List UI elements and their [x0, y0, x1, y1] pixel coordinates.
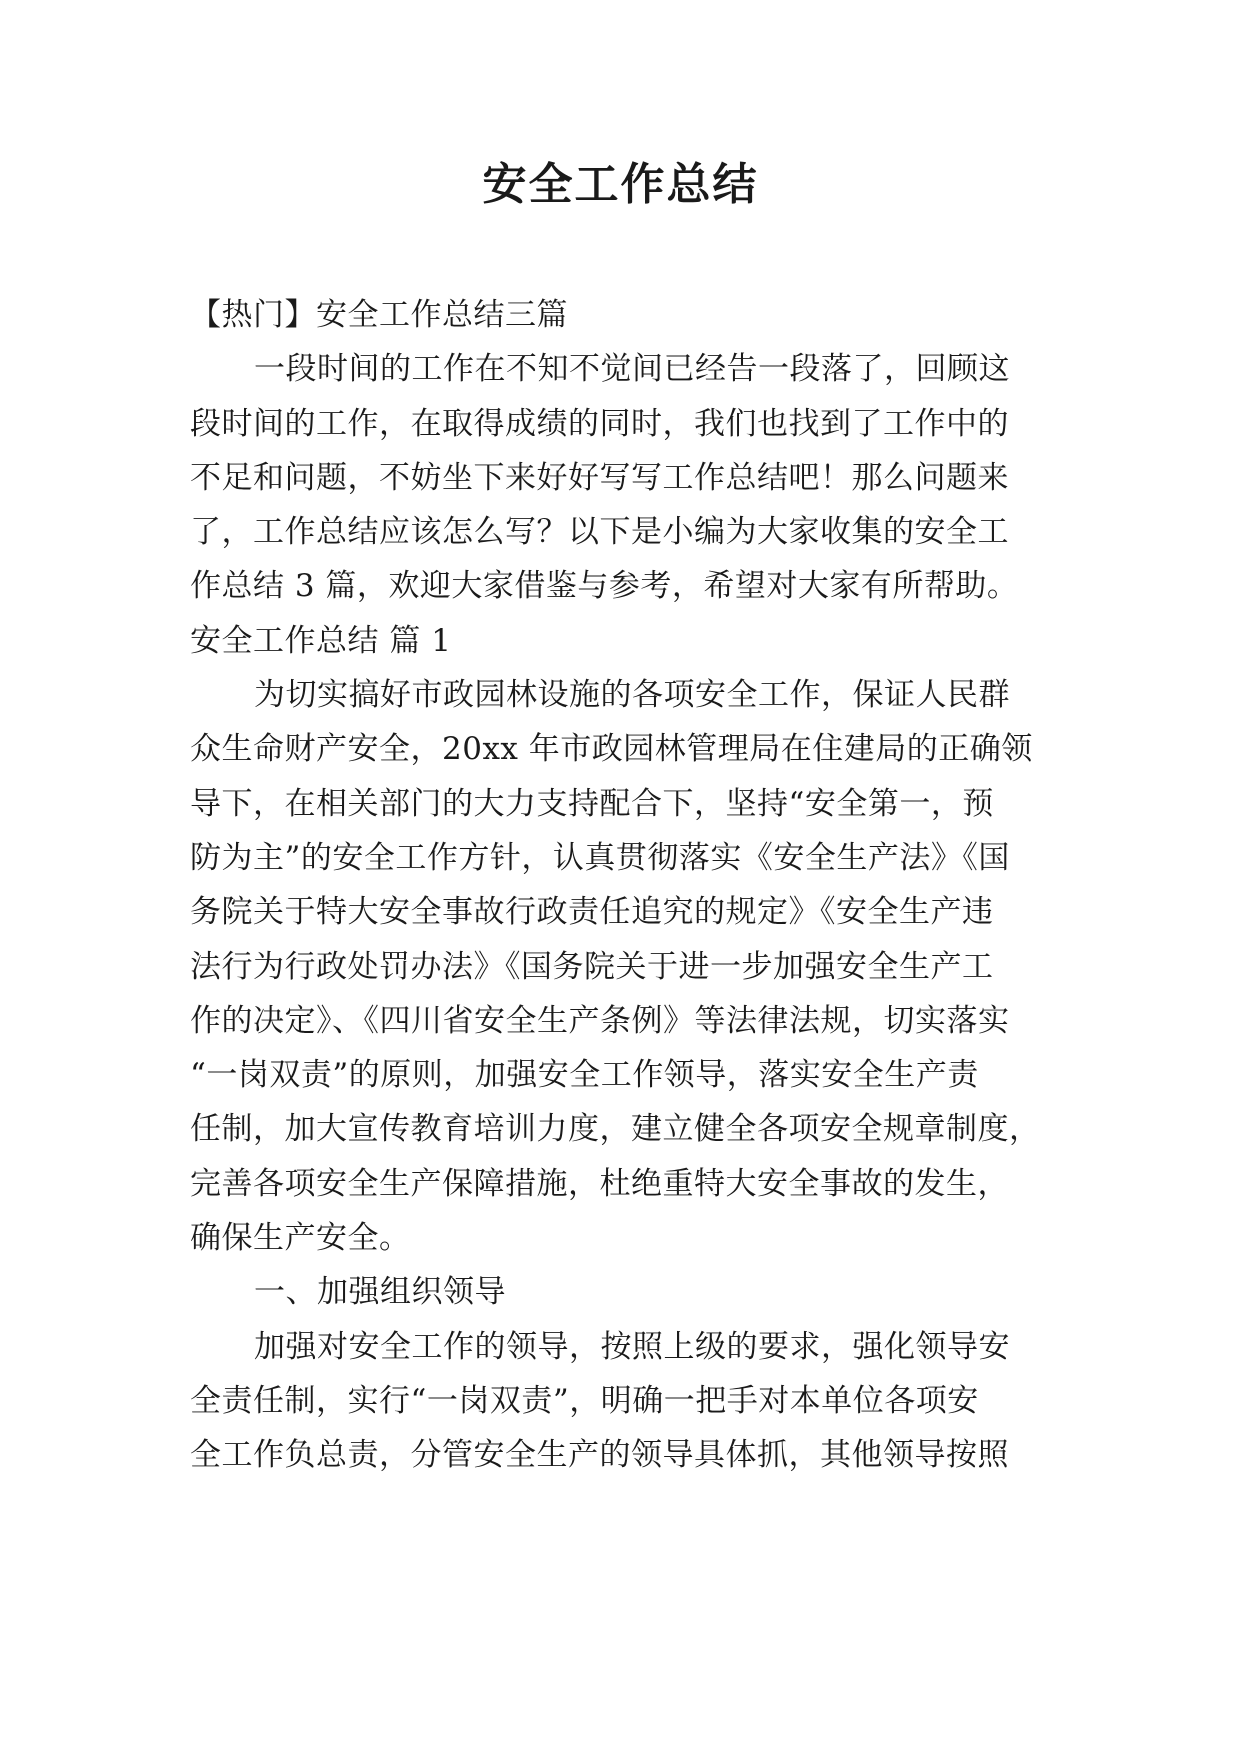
paragraph-line: 不足和问题，不妨坐下来好好写写工作总结吧！那么问题来	[190, 459, 1009, 496]
document-title: 安全工作总结	[482, 159, 759, 210]
paragraph-line: “一岗双责”的原则，加强安全工作领导，落实安全生产责	[190, 1057, 979, 1094]
paragraph-line: 完善各项安全生产保障措施，杜绝重特大安全事故的发生，	[190, 1165, 1009, 1202]
paragraph-line: 法行为行政处罚办法》《国务院关于进一步加强安全生产工	[190, 948, 994, 985]
paragraph-line: 务院关于特大安全事故行政责任追究的规定》《安全生产违	[190, 894, 994, 931]
paragraph-line: 导下，在相关部门的大力支持配合下，坚持“安全第一，预	[190, 785, 994, 822]
paragraph-line: 为切实搞好市政园林设施的各项安全工作，保证人民群	[254, 677, 1010, 714]
paragraph-line: 一段时间的工作在不知不觉间已经告一段落了，回顾这	[254, 351, 1010, 388]
paragraph-line: 众生命财产安全，20xx 年市政园林管理局在住建局的正确领	[190, 731, 1033, 768]
paragraph-line: 任制，加大宣传教育培训力度，建立健全各项安全规章制度，	[190, 1111, 1041, 1148]
paragraph-line: 段时间的工作，在取得成绩的同时，我们也找到了工作中的	[190, 405, 1009, 442]
paragraph-line: 防为主”的安全工作方针，认真贯彻落实《安全生产法》《国	[190, 839, 1010, 876]
subtitle-line: 【热门】安全工作总结三篇	[190, 297, 568, 333]
paragraph-line: 全工作负总责，分管安全生产的领导具体抓，其他领导按照	[190, 1437, 1009, 1474]
paragraph-line: 了，工作总结应该怎么写？以下是小编为大家收集的安全工	[190, 514, 1009, 551]
paragraph-line: 加强对安全工作的领导，按照上级的要求，强化领导安	[254, 1328, 1010, 1365]
paragraph-line: 作的决定》、《四川省安全生产条例》等法律法规，切实落实	[190, 1002, 1010, 1039]
subsection-heading: 一、加强组织领导	[254, 1274, 506, 1311]
document-body	[190, 288, 1070, 1483]
section-heading: 安全工作总结 篇 1	[190, 622, 452, 659]
paragraph-line: 确保生产安全。	[190, 1220, 411, 1257]
paragraph-line: 作总结 3 篇，欢迎大家借鉴与参考，希望对大家有所帮助。	[190, 568, 1019, 605]
paragraph-line: 全责任制，实行“一岗双责”，明确一把手对本单位各项安	[190, 1382, 979, 1419]
